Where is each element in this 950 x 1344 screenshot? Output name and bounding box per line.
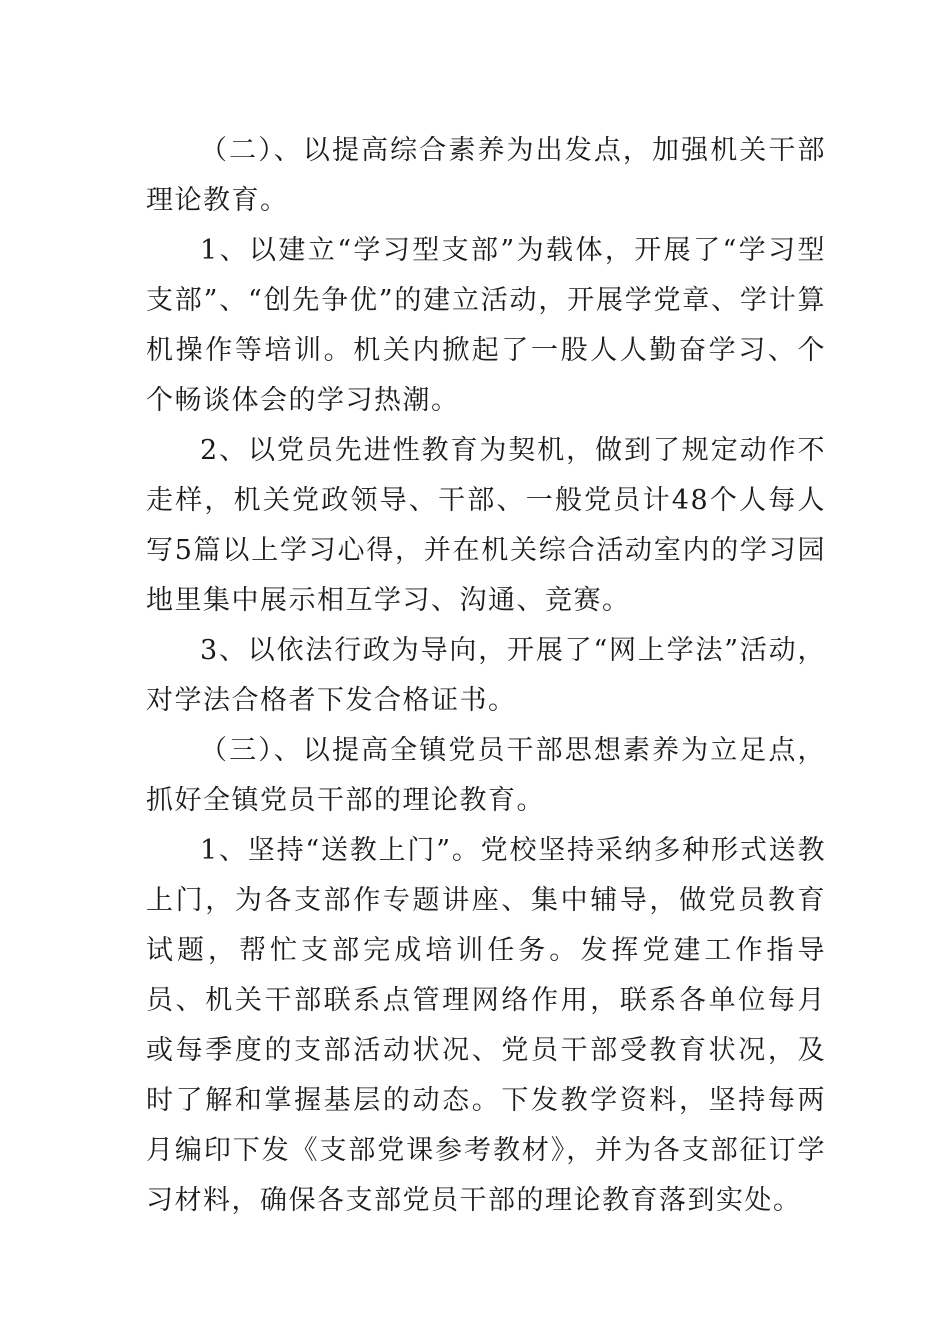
paragraph-item-2: 2、以党员先进性教育为契机，做到了规定动作不走样，机关党政领导、干部、一般党员计48个人每人写5篇以上学习心得，并在机关综合活动室内的学习园地里集中展示相互学习、沟通、竞赛。: [146, 435, 826, 616]
paragraph-item-1: 1、以建立“学习型支部”为载体，开展了“学习型支部”、“创先争优”的建立活动，开展学党章、学计算机操作等培训。机关内掀起了一股人人勤奋学习、个个畅谈体会的学习热潮。: [146, 235, 826, 416]
paragraph-item-3: 3、以依法行政为导向，开展了“网上学法”活动，对学法合格者下发合格证书。: [146, 635, 826, 716]
section-heading-3: （三）、以提高全镇党员干部思想素养为立足点，抓好全镇党员干部的理论教育。: [146, 735, 826, 816]
document-body: [146, 126, 826, 1226]
paragraph-item-1-section-3: 1、坚持“送教上门”。党校坚持采纳多种形式送教上门，为各支部作专题讲座、集中辅导，做党员教育试题，帮忙支部完成培训任务。发挥党建工作指导员、机关干部联系点管理网络作用，联系各单位每月或每季度的支部活动状况、党员干部受教育状况，及时了解和掌握基层的动态。下发教学资料，坚持每两月编印下发《支部党课参考教材》，并为各支部征订学习材料，确保各支部党员干部的理论教育落到实处。: [146, 835, 826, 1216]
section-heading-2: （二）、以提高综合素养为出发点，加强机关干部理论教育。: [146, 135, 826, 216]
